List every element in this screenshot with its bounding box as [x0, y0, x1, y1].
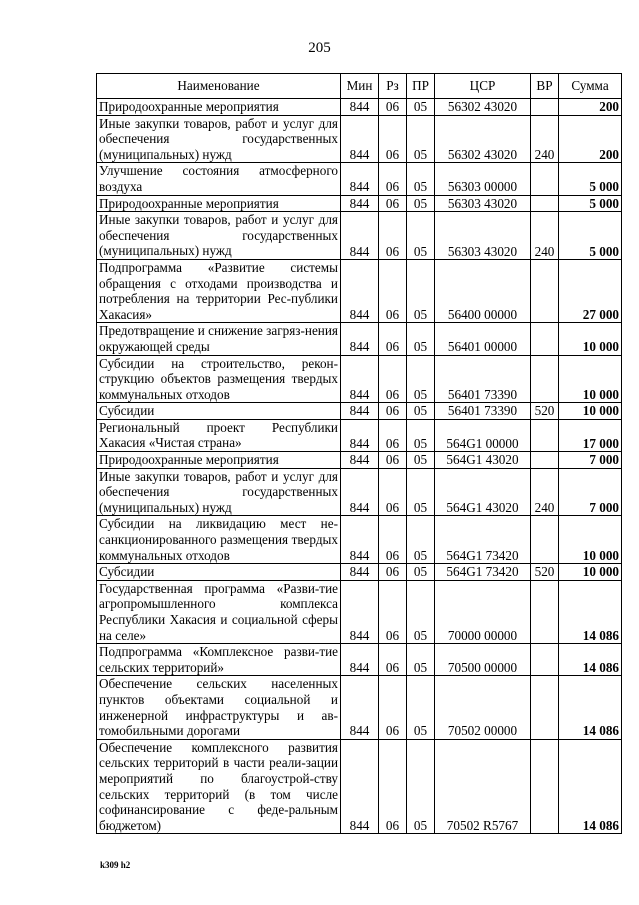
row-min-cell: 844: [341, 452, 379, 469]
header-row: [97, 74, 622, 99]
row-name-cell: Субсидии: [97, 403, 341, 420]
row-sum-cell: 5 000: [559, 195, 622, 212]
table-row: [97, 739, 622, 834]
row-rz-cell: 06: [379, 195, 407, 212]
row-min-cell: 844: [341, 516, 379, 564]
row-rz-cell: 06: [379, 115, 407, 163]
row-sum-cell: 200: [559, 99, 622, 116]
row-pr-cell: 05: [407, 468, 435, 516]
row-name-cell: Государственная программа «Разви-тие агропромышленного комплекса Республики Хакасия и социальной сферы на селе»: [97, 580, 341, 643]
row-name-cell: Субсидии: [97, 564, 341, 581]
row-pr-cell: 05: [407, 115, 435, 163]
row-csr-cell: 56303 43020: [435, 195, 531, 212]
row-vr-cell: [531, 99, 559, 116]
row-name-cell: Подпрограмма «Развитие системы обращения с отходами производства и потребления на территории Рес-публики Хакасия»: [97, 259, 341, 322]
row-sum-cell: 14 086: [559, 644, 622, 676]
row-csr-cell: 70502 R5767: [435, 739, 531, 834]
row-csr-cell: 564G1 43020: [435, 452, 531, 469]
row-vr-cell: [531, 195, 559, 212]
table-row: [97, 452, 622, 469]
row-vr-cell: 520: [531, 564, 559, 581]
table-row: [97, 468, 622, 516]
row-pr-cell: 05: [407, 99, 435, 116]
row-name-cell: Обеспечение комплексного развития сельских территорий в части реали-зации мероприятий по благоустрой-ству сельских территорий (в том числе софинансирование с феде-ральным бюджетом): [97, 739, 341, 834]
row-rz-cell: 06: [379, 676, 407, 739]
row-name-cell: Природоохранные мероприятия: [97, 99, 341, 116]
row-min-cell: 844: [341, 355, 379, 403]
row-vr-cell: [531, 163, 559, 195]
row-name-cell: Обеспечение сельских населенных пунктов объектами социальной и инженерной инфраструктуры и ав-томобильными дорогами: [97, 676, 341, 739]
row-rz-cell: 06: [379, 516, 407, 564]
row-sum-cell: 27 000: [559, 259, 622, 322]
row-sum-cell: 200: [559, 115, 622, 163]
row-csr-cell: 56401 73390: [435, 403, 531, 420]
row-csr-cell: 70502 00000: [435, 676, 531, 739]
row-min-cell: 844: [341, 212, 379, 260]
table-row: [97, 212, 622, 260]
row-pr-cell: 05: [407, 452, 435, 469]
row-sum-cell: 10 000: [559, 323, 622, 355]
row-vr-cell: [531, 355, 559, 403]
row-min-cell: 844: [341, 468, 379, 516]
row-pr-cell: 05: [407, 419, 435, 451]
row-vr-cell: [531, 323, 559, 355]
row-vr-cell: [531, 676, 559, 739]
row-name-cell: Региональный проект Республики Хакасия «Чистая страна»: [97, 419, 341, 451]
row-rz-cell: 06: [379, 99, 407, 116]
row-rz-cell: 06: [379, 212, 407, 260]
row-vr-cell: [531, 739, 559, 834]
row-name-cell: Подпрограмма «Комплексное разви-тие сельских территорий»: [97, 644, 341, 676]
budget-table: [96, 73, 622, 834]
row-rz-cell: 06: [379, 323, 407, 355]
row-csr-cell: 56401 73390: [435, 355, 531, 403]
table-row: [97, 115, 622, 163]
row-rz-cell: 06: [379, 580, 407, 643]
row-min-cell: 844: [341, 419, 379, 451]
row-pr-cell: 05: [407, 516, 435, 564]
row-rz-cell: 06: [379, 259, 407, 322]
row-pr-cell: 05: [407, 212, 435, 260]
row-name-cell: Природоохранные мероприятия: [97, 452, 341, 469]
row-min-cell: 844: [341, 259, 379, 322]
row-csr-cell: 56302 43020: [435, 115, 531, 163]
row-sum-cell: 5 000: [559, 212, 622, 260]
row-vr-cell: 240: [531, 115, 559, 163]
row-pr-cell: 05: [407, 739, 435, 834]
table-row: [97, 676, 622, 739]
row-min-cell: 844: [341, 195, 379, 212]
table-row: [97, 564, 622, 581]
table-row: [97, 99, 622, 116]
row-pr-cell: 05: [407, 676, 435, 739]
header-csr: ЦСР: [435, 74, 531, 99]
row-rz-cell: 06: [379, 403, 407, 420]
row-pr-cell: 05: [407, 644, 435, 676]
row-vr-cell: [531, 452, 559, 469]
row-pr-cell: 05: [407, 323, 435, 355]
page-number: 205: [308, 40, 331, 56]
row-vr-cell: 240: [531, 212, 559, 260]
row-name-cell: Иные закупки товаров, работ и услуг для обеспечения государственных (муниципальных) нужд: [97, 468, 341, 516]
table-row: [97, 163, 622, 195]
row-csr-cell: 56303 43020: [435, 212, 531, 260]
row-pr-cell: 05: [407, 195, 435, 212]
row-rz-cell: 06: [379, 163, 407, 195]
row-vr-cell: 240: [531, 468, 559, 516]
row-csr-cell: 70000 00000: [435, 580, 531, 643]
row-min-cell: 844: [341, 403, 379, 420]
row-pr-cell: 05: [407, 163, 435, 195]
row-sum-cell: 14 086: [559, 580, 622, 643]
row-min-cell: 844: [341, 564, 379, 581]
header-rz: Рз: [379, 74, 407, 99]
row-name-cell: Предотвращение и снижение загряз-нения окружающей среды: [97, 323, 341, 355]
row-rz-cell: 06: [379, 564, 407, 581]
footer-code: k309 h2: [100, 860, 131, 870]
row-pr-cell: 05: [407, 355, 435, 403]
row-min-cell: 844: [341, 739, 379, 834]
row-sum-cell: 17 000: [559, 419, 622, 451]
row-pr-cell: 05: [407, 580, 435, 643]
table-row: [97, 419, 622, 451]
row-name-cell: Природоохранные мероприятия: [97, 195, 341, 212]
row-vr-cell: [531, 259, 559, 322]
row-vr-cell: 520: [531, 403, 559, 420]
row-csr-cell: 564G1 43020: [435, 468, 531, 516]
row-rz-cell: 06: [379, 739, 407, 834]
row-vr-cell: [531, 644, 559, 676]
row-name-cell: Улучшение состояния атмосферного воздуха: [97, 163, 341, 195]
table-row: [97, 516, 622, 564]
row-csr-cell: 564G1 73420: [435, 564, 531, 581]
table-row: [97, 259, 622, 322]
row-sum-cell: 10 000: [559, 403, 622, 420]
row-min-cell: 844: [341, 99, 379, 116]
row-sum-cell: 14 086: [559, 739, 622, 834]
row-pr-cell: 05: [407, 259, 435, 322]
table-row: [97, 403, 622, 420]
row-min-cell: 844: [341, 163, 379, 195]
row-pr-cell: 05: [407, 564, 435, 581]
header-sum: Сумма: [559, 74, 622, 99]
row-sum-cell: 5 000: [559, 163, 622, 195]
row-sum-cell: 7 000: [559, 468, 622, 516]
row-min-cell: 844: [341, 580, 379, 643]
row-min-cell: 844: [341, 644, 379, 676]
table-row: [97, 580, 622, 643]
row-min-cell: 844: [341, 323, 379, 355]
row-rz-cell: 06: [379, 452, 407, 469]
row-name-cell: Иные закупки товаров, работ и услуг для обеспечения государственных (муниципальных) нужд: [97, 115, 341, 163]
header-vr: ВР: [531, 74, 559, 99]
row-name-cell: Субсидии на ликвидацию мест не-санкционированного размещения твердых коммунальных отходов: [97, 516, 341, 564]
row-vr-cell: [531, 516, 559, 564]
row-sum-cell: 7 000: [559, 452, 622, 469]
header-pr: ПР: [407, 74, 435, 99]
row-sum-cell: 14 086: [559, 676, 622, 739]
row-csr-cell: 70500 00000: [435, 644, 531, 676]
row-rz-cell: 06: [379, 468, 407, 516]
table-row: [97, 355, 622, 403]
header-min: Мин: [341, 74, 379, 99]
row-rz-cell: 06: [379, 419, 407, 451]
table-row: [97, 195, 622, 212]
header-name: Наименование: [97, 74, 341, 99]
row-rz-cell: 06: [379, 355, 407, 403]
row-min-cell: 844: [341, 115, 379, 163]
row-csr-cell: 564G1 00000: [435, 419, 531, 451]
row-sum-cell: 10 000: [559, 355, 622, 403]
row-sum-cell: 10 000: [559, 564, 622, 581]
table-row: [97, 323, 622, 355]
row-csr-cell: 564G1 73420: [435, 516, 531, 564]
row-pr-cell: 05: [407, 403, 435, 420]
table-row: [97, 644, 622, 676]
row-min-cell: 844: [341, 676, 379, 739]
row-name-cell: Субсидии на строительство, рекон-струкцию объектов размещения твердых коммунальных отходов: [97, 355, 341, 403]
row-csr-cell: 56400 00000: [435, 259, 531, 322]
row-sum-cell: 10 000: [559, 516, 622, 564]
row-rz-cell: 06: [379, 644, 407, 676]
row-csr-cell: 56401 00000: [435, 323, 531, 355]
row-name-cell: Иные закупки товаров, работ и услуг для обеспечения государственных (муниципальных) нужд: [97, 212, 341, 260]
row-vr-cell: [531, 419, 559, 451]
row-csr-cell: 56303 00000: [435, 163, 531, 195]
row-csr-cell: 56302 43020: [435, 99, 531, 116]
row-vr-cell: [531, 580, 559, 643]
